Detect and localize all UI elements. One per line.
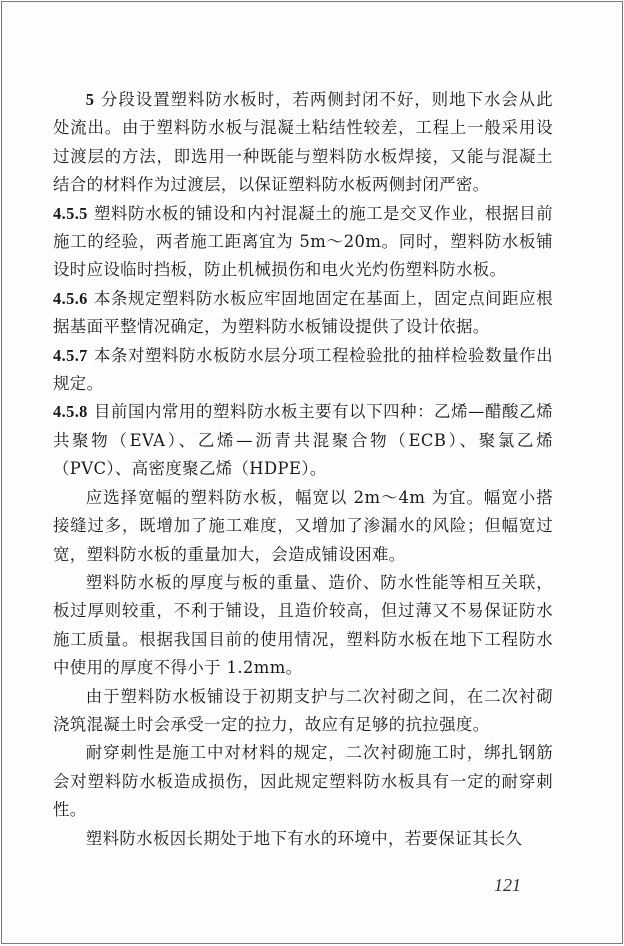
paragraph-text: 应选择宽幅的塑料防水板，幅宽以 2m～4m 为宜。幅宽小搭接缝过多，既增加了施工难度，又增加了渗漏水的风险；但幅宽过宽，塑料防水板的重量加大，会造成铺设困难。 bbox=[53, 487, 553, 564]
paragraph-text: 塑料防水板的厚度与板的重量、造价、防水性能等相互关联，板过厚则较重，不利于铺设，且造价较高，但过薄又不易保证防水施工质量。根据我国目前的使用情况，塑料防水板在地下工程防水中使用的厚度不得小于 1.2mm。 bbox=[53, 572, 553, 678]
paragraph-text: 塑料防水板因长期处于地下有水的环境中，若要保证其长久 bbox=[85, 828, 523, 848]
clause-number: 5 bbox=[85, 90, 95, 109]
paragraph-text: 塑料防水板的铺设和内衬混凝土的施工是交叉作业，根据目前施工的经验，两者施工距离宜为 5m～20m。同时，塑料防水板铺设时应设临时挡板，防止机械损伤和电火光灼伤塑料防水板。 bbox=[53, 203, 553, 280]
paragraph-text: 耐穿刺性是施工中对材料的规定，二次衬砌施工时，绑扎钢筋会对塑料防水板造成损伤，因此规定塑料防水板具有一定的耐穿刺性。 bbox=[53, 743, 553, 820]
paragraph-text: 本条规定塑料防水板应牢固地固定在基面上，固定点间距应根据基面平整情况确定，为塑料防水板铺设提供了设计依据。 bbox=[53, 288, 553, 337]
paragraph-text: 目前国内常用的塑料防水板主要有以下四种：乙烯—醋酸乙烯共聚物（EVA）、乙烯—沥青共混聚合物（ECB）、聚氯乙烯（PVC）、高密度聚乙烯（HDPE）。 bbox=[53, 402, 553, 479]
clause-4-5-6 bbox=[53, 285, 553, 342]
clause-number: 4.5.7 bbox=[53, 345, 88, 365]
clause-number: 4.5.6 bbox=[53, 288, 88, 308]
paragraph-tensile bbox=[53, 683, 553, 740]
paragraph-puncture bbox=[53, 739, 553, 824]
document-page bbox=[1, 1, 623, 944]
clause-4-5-7 bbox=[53, 342, 553, 399]
clause-number: 4.5.8 bbox=[53, 402, 88, 422]
paragraph-text: 由于塑料防水板铺设于初期支护与二次衬砌之间，在二次衬砌浇筑混凝土时会承受一定的拉力，故应有足够的抗拉强度。 bbox=[53, 686, 553, 734]
paragraph-text: 分段设置塑料防水板时，若两侧封闭不好，则地下水会从此处流出。由于塑料防水板与混凝土粘结性较差，工程上一般采用设过渡层的方法，即选用一种既能与塑料防水板焊接，又能与混凝土结合的材料作为过渡层，以保证塑料防水板两侧封闭严密。 bbox=[53, 90, 553, 195]
paragraph-text: 本条对塑料防水板防水层分项工程检验批的抽样检验数量作出规定。 bbox=[53, 345, 553, 394]
clause-4-5-5 bbox=[53, 200, 553, 285]
page-number: 121 bbox=[494, 875, 521, 895]
clause-number: 4.5.5 bbox=[53, 203, 88, 223]
clause-4-5-8 bbox=[53, 398, 553, 483]
paragraph-width bbox=[53, 484, 553, 569]
paragraph-durability bbox=[53, 825, 553, 853]
body-text bbox=[53, 86, 553, 853]
paragraph-thickness bbox=[53, 569, 553, 683]
paragraph-5 bbox=[53, 86, 553, 200]
